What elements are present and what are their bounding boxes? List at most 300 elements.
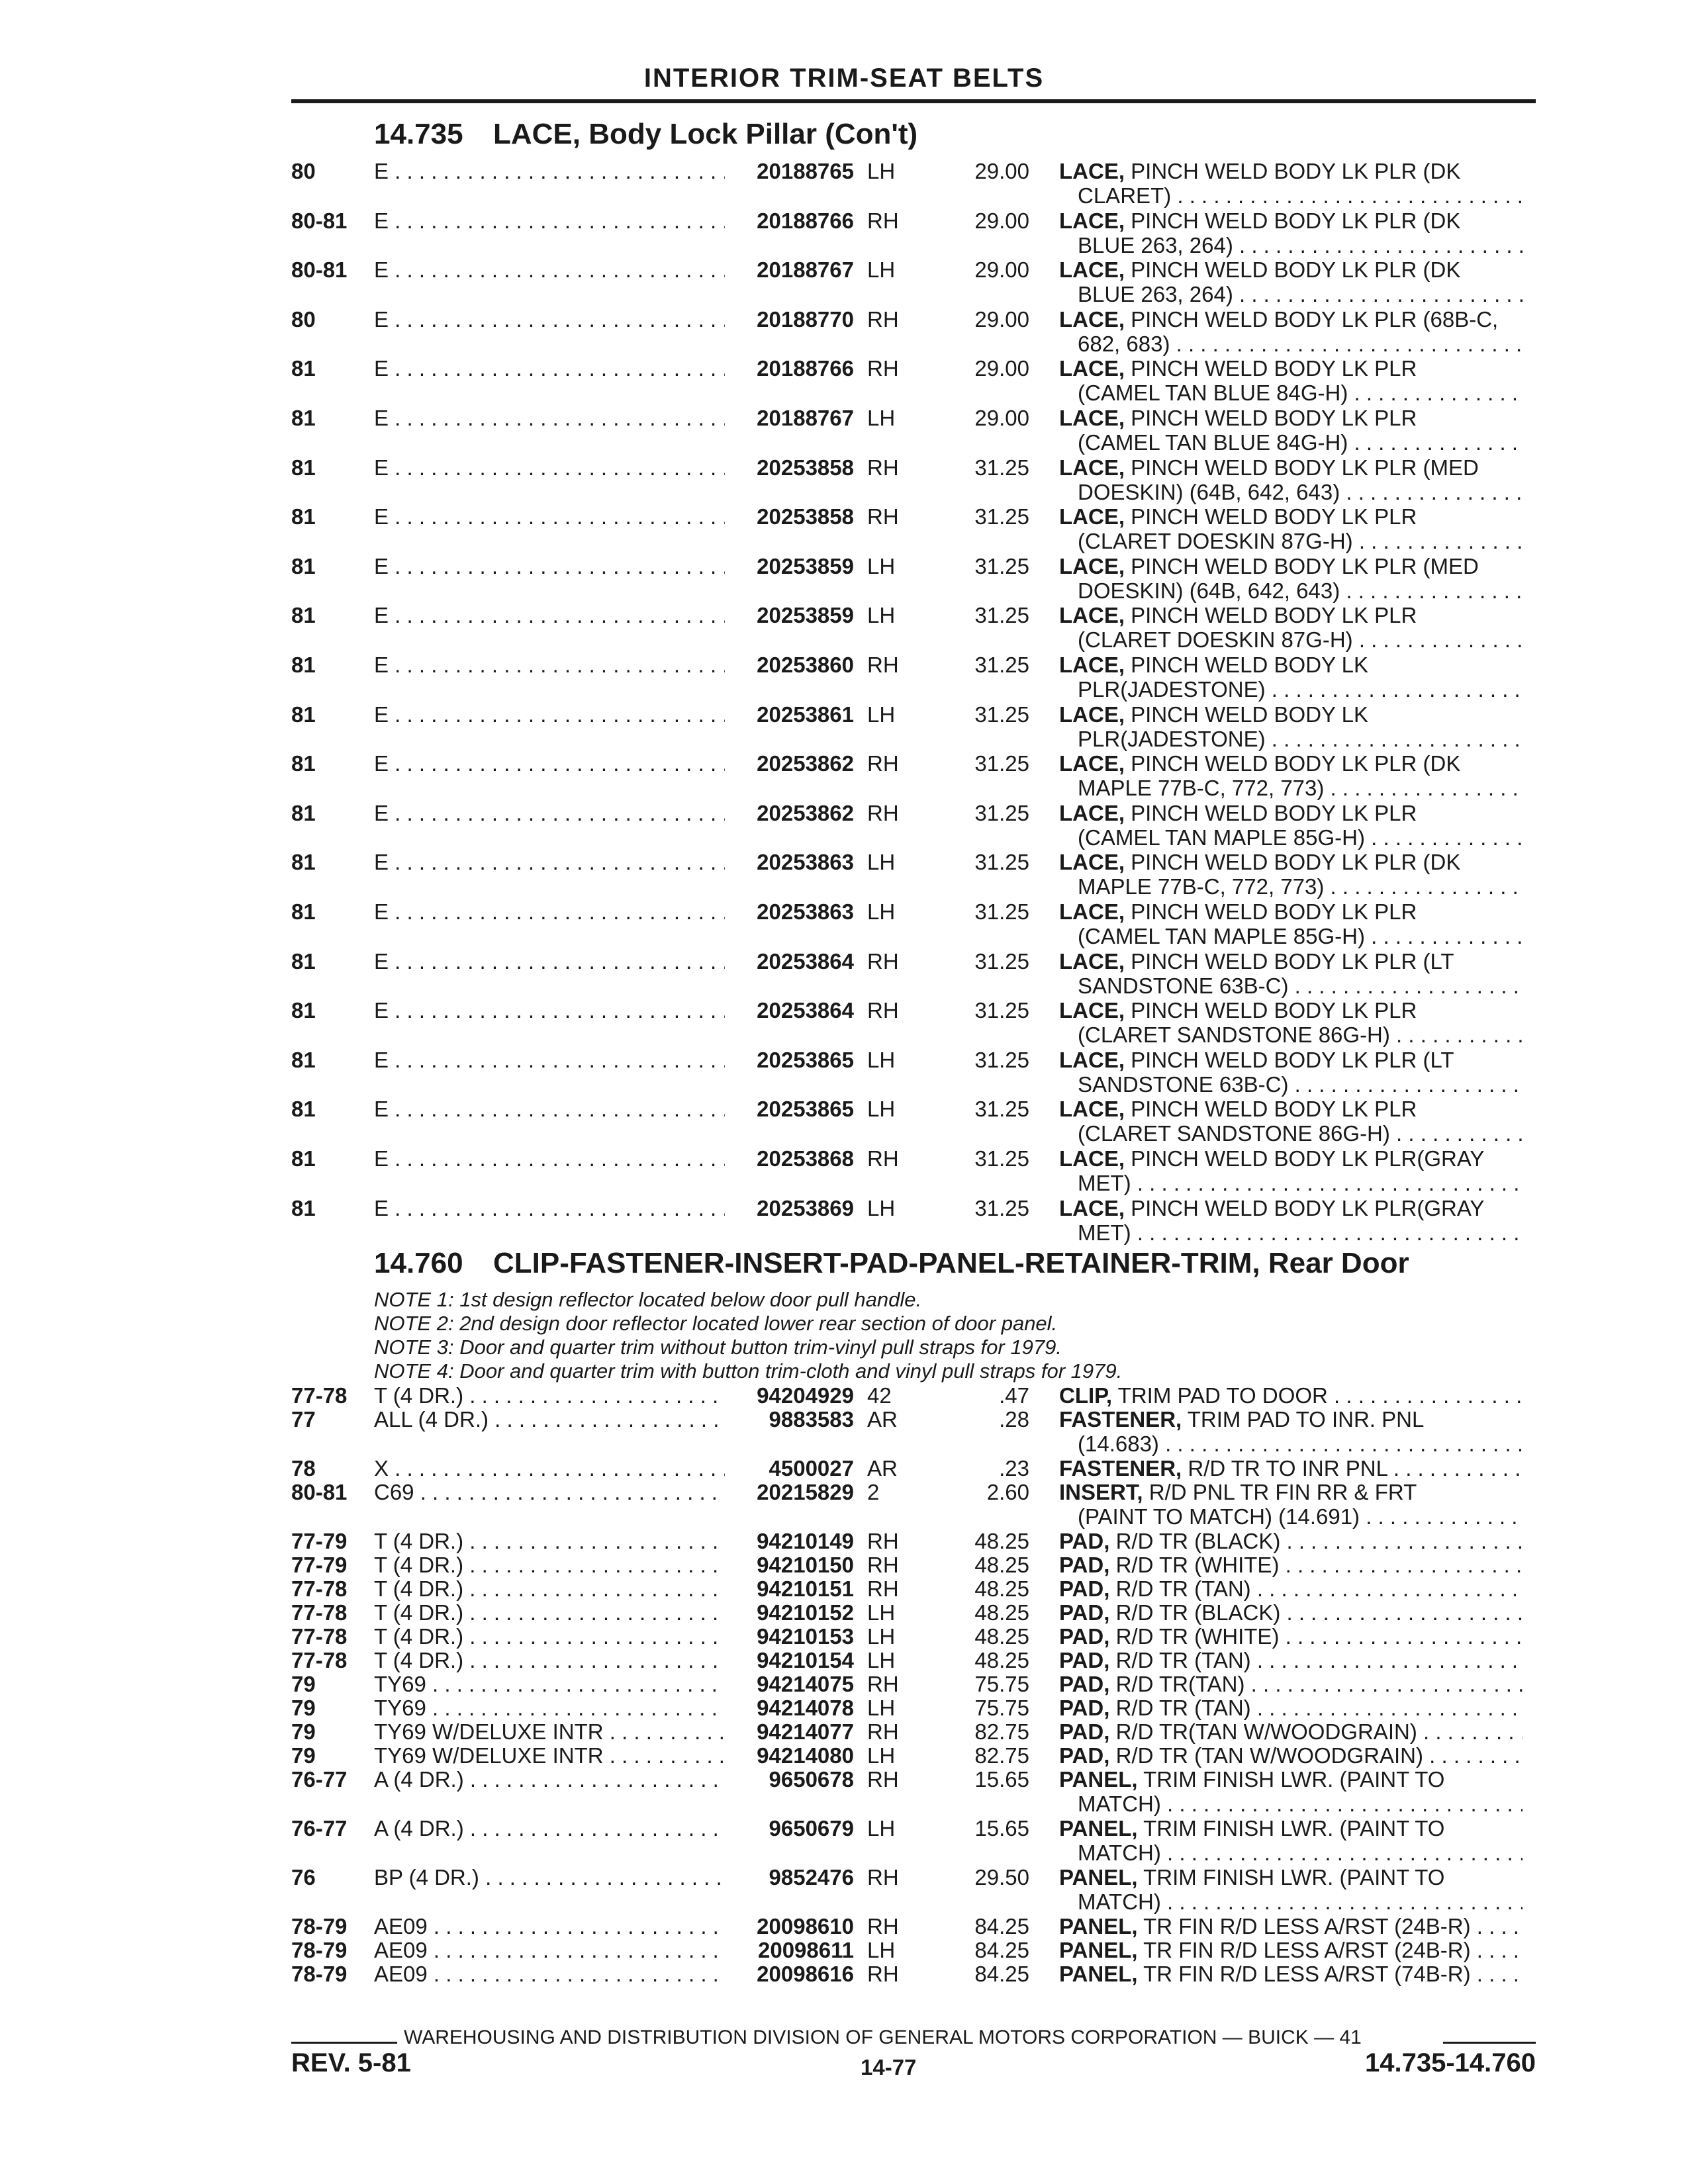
quantity-cell: LH	[867, 1195, 896, 1220]
description-cell	[1059, 307, 1523, 356]
year-cell: 81	[291, 850, 316, 875]
price-cell: 48.25	[974, 1576, 1029, 1601]
part-number-cell: 20253859	[757, 553, 854, 578]
description-cell	[1059, 1407, 1523, 1456]
description-text: PINCH WELD BODY LK PLR (68B-C,	[1125, 306, 1499, 332]
description-text: R/D TR (TAN W/WOODGRAIN)	[1109, 1743, 1423, 1768]
description-line-2: MATCH) . . .	[1059, 1841, 1523, 1865]
description-line-2: (CAMEL TAN BLUE 84G-H) . . .	[1059, 430, 1523, 455]
year-cell: 81	[291, 1097, 316, 1122]
year-cell: 81	[291, 1146, 316, 1171]
footer-rule-left	[291, 2042, 397, 2044]
quantity-cell: RH	[867, 208, 899, 233]
model-cell: AE09 . . .	[374, 1962, 725, 1986]
part-number-cell: 20188770	[757, 306, 854, 332]
part-number-cell: 9650678	[769, 1767, 854, 1792]
price-cell: 31.25	[974, 603, 1029, 628]
quantity-cell: LH	[867, 1047, 896, 1072]
description-text: PINCH WELD BODY LK PLR (DK	[1125, 850, 1461, 875]
description-line-1	[1059, 1529, 1523, 1553]
part-number-cell: 20098616	[757, 1962, 854, 1986]
description-line-1	[1059, 653, 1523, 677]
part-number-cell: 20253860	[757, 653, 854, 677]
part-number-cell: 94210152	[757, 1600, 854, 1625]
description-keyword: LACE,	[1059, 406, 1125, 430]
description-line-2: BLUE 263, 264) . . .	[1059, 233, 1523, 257]
section-number: 14.735	[374, 118, 463, 150]
quantity-cell: LH	[867, 553, 896, 578]
quantity-cell: RH	[867, 1576, 899, 1601]
description-keyword: LACE,	[1059, 899, 1125, 924]
note-1: NOTE 1: 1st design reflector located below door pull handle.	[374, 1288, 922, 1311]
quantity-cell: RH	[867, 1914, 899, 1938]
price-cell: .47	[999, 1383, 1029, 1408]
description-keyword: LACE,	[1059, 356, 1125, 381]
description-cell	[1059, 1456, 1523, 1480]
model-cell: E . . .	[374, 998, 725, 1023]
description-text: PINCH WELD BODY LK	[1125, 653, 1368, 677]
description-line-1	[1059, 307, 1523, 332]
quantity-cell: RH	[867, 1553, 899, 1577]
model-cell: E . . .	[374, 702, 725, 727]
year-cell: 78-79	[291, 1962, 348, 1986]
description-line-1	[1059, 1097, 1523, 1121]
part-number-cell: 94210150	[757, 1553, 854, 1577]
quantity-cell: LH	[867, 1696, 896, 1720]
description-cell	[1059, 1767, 1523, 1816]
description-line-1	[1059, 356, 1523, 381]
description-cell	[1059, 455, 1523, 504]
part-number-cell: 20253858	[757, 455, 854, 480]
description-keyword: PAD,	[1059, 1624, 1110, 1649]
description-line-1	[1059, 1672, 1523, 1696]
description-cell	[1059, 159, 1523, 208]
description-cell	[1059, 1672, 1523, 1696]
description-line-1	[1059, 1480, 1523, 1504]
quantity-cell: LH	[867, 406, 896, 430]
part-number-cell: 94210149	[757, 1529, 854, 1553]
revision-label: REV. 5-81	[291, 2048, 411, 2077]
description-keyword: LACE,	[1059, 1047, 1125, 1072]
description-line-2: (CLARET DOESKIN 87G-H) . . .	[1059, 529, 1523, 553]
description-keyword: LACE,	[1059, 603, 1125, 628]
year-cell: 81	[291, 702, 316, 727]
description-keyword: FASTENER,	[1059, 1407, 1182, 1432]
model-cell: E . . .	[374, 1048, 725, 1072]
price-cell: 31.25	[974, 899, 1029, 924]
description-keyword: LACE,	[1059, 504, 1125, 529]
price-cell: 31.25	[974, 1047, 1029, 1072]
model-cell: BP (4 DR.) . . .	[374, 1865, 725, 1889]
description-line-1	[1059, 801, 1523, 825]
description-text: PINCH WELD BODY LK PLR (DK	[1125, 257, 1461, 283]
description-keyword: LACE,	[1059, 653, 1125, 677]
description-text: R/D TR (WHITE)	[1109, 1553, 1280, 1577]
description-keyword: PAD,	[1059, 1672, 1110, 1696]
quantity-cell: RH	[867, 800, 899, 825]
description-text: PINCH WELD BODY LK PLR (MED	[1125, 553, 1479, 578]
part-number-cell: 94210151	[757, 1576, 854, 1601]
part-number-cell: 20253869	[757, 1195, 854, 1220]
model-cell: E . . .	[374, 406, 725, 430]
part-number-cell: 4500027	[769, 1456, 854, 1480]
model-cell: E . . .	[374, 208, 725, 233]
price-cell: 48.25	[974, 1529, 1029, 1553]
price-cell: 84.25	[974, 1962, 1029, 1986]
description-keyword: LACE,	[1059, 702, 1125, 727]
description-text: TRIM PAD TO DOOR	[1112, 1383, 1328, 1408]
quantity-cell: LH	[867, 257, 896, 283]
description-text: PINCH WELD BODY LK PLR(GRAY	[1125, 1195, 1485, 1220]
year-cell: 76	[291, 1865, 316, 1889]
year-cell: 79	[291, 1672, 316, 1696]
price-cell: 31.25	[974, 1195, 1029, 1220]
part-number-cell: 20253865	[757, 1097, 854, 1122]
year-cell: 81	[291, 553, 316, 578]
quantity-cell: LH	[867, 850, 896, 875]
description-text: R/D TR(TAN W/WOODGRAIN)	[1109, 1719, 1417, 1744]
description-line-1	[1059, 1914, 1523, 1938]
description-line-2: (CAMEL TAN MAPLE 85G-H) . . .	[1059, 924, 1523, 948]
price-cell: 29.50	[974, 1865, 1029, 1889]
price-cell: 29.00	[974, 159, 1029, 183]
year-cell: 81	[291, 800, 316, 825]
description-keyword: PANEL,	[1059, 1865, 1138, 1889]
description-cell	[1059, 1529, 1523, 1553]
description-line-2: DOESKIN) (64B, 642, 643) . . .	[1059, 578, 1523, 603]
year-cell: 81	[291, 1047, 316, 1072]
price-cell: 31.25	[974, 998, 1029, 1023]
description-keyword: PAD,	[1059, 1576, 1110, 1601]
model-cell: E . . .	[374, 751, 725, 776]
description-cell	[1059, 653, 1523, 702]
description-line-1	[1059, 1865, 1523, 1889]
quantity-cell: LH	[867, 1816, 896, 1841]
quantity-cell: RH	[867, 1865, 899, 1889]
description-keyword: FASTENER,	[1059, 1456, 1182, 1480]
price-cell: .28	[999, 1407, 1029, 1432]
description-line-2: (CAMEL TAN MAPLE 85G-H) . . .	[1059, 825, 1523, 850]
year-cell: 81	[291, 998, 316, 1023]
model-cell: T (4 DR.) . . .	[374, 1648, 725, 1672]
description-line-1	[1059, 1816, 1523, 1841]
description-text: R/D TR (TAN)	[1109, 1696, 1251, 1720]
note-3: NOTE 3: Door and quarter trim without button trim-vinyl pull straps for 1979.	[374, 1336, 1062, 1359]
description-line-1	[1059, 1576, 1523, 1601]
description-keyword: PAD,	[1059, 1553, 1110, 1577]
part-number-cell: 9852476	[769, 1865, 854, 1889]
year-cell: 77-78	[291, 1648, 348, 1672]
year-cell: 79	[291, 1696, 316, 1720]
part-number-cell: 20098610	[757, 1914, 854, 1938]
part-number-cell: 20253862	[757, 751, 854, 776]
quantity-cell: LH	[867, 159, 896, 183]
description-cell	[1059, 1576, 1523, 1601]
quantity-cell: RH	[867, 455, 899, 480]
description-line-1	[1059, 949, 1523, 974]
model-cell: TY69 . . .	[374, 1672, 725, 1696]
price-cell: 31.25	[974, 702, 1029, 727]
description-cell	[1059, 406, 1523, 455]
model-cell: ALL (4 DR.) . . .	[374, 1407, 725, 1432]
description-line-1	[1059, 257, 1523, 282]
description-text: PINCH WELD BODY LK PLR (MED	[1125, 455, 1479, 480]
description-keyword: LACE,	[1059, 1195, 1125, 1220]
description-line-1	[1059, 406, 1523, 430]
price-cell: 31.25	[974, 751, 1029, 776]
model-cell: A (4 DR.) . . .	[374, 1767, 725, 1792]
description-line-1	[1059, 1938, 1523, 1962]
model-cell: T (4 DR.) . . .	[374, 1383, 725, 1408]
quantity-cell: LH	[867, 702, 896, 727]
description-cell	[1059, 1097, 1523, 1146]
description-cell	[1059, 1480, 1523, 1529]
description-text: PINCH WELD BODY LK PLR (DK	[1125, 208, 1461, 233]
part-number-cell: 94214078	[757, 1696, 854, 1720]
quantity-cell: RH	[867, 504, 899, 529]
model-cell: E . . .	[374, 356, 725, 381]
model-cell: E . . .	[374, 455, 725, 480]
year-cell: 81	[291, 751, 316, 776]
description-keyword: PANEL,	[1059, 1938, 1138, 1962]
price-cell: 48.25	[974, 1600, 1029, 1625]
description-cell	[1059, 1743, 1523, 1768]
price-cell: 31.25	[974, 653, 1029, 677]
description-text: R/D TR (WHITE)	[1109, 1624, 1280, 1649]
description-keyword: PAD,	[1059, 1719, 1110, 1744]
description-keyword: PAD,	[1059, 1529, 1110, 1553]
description-cell	[1059, 899, 1523, 948]
model-cell: A (4 DR.) . . .	[374, 1816, 725, 1841]
description-line-1	[1059, 1553, 1523, 1577]
model-cell: E . . .	[374, 257, 725, 282]
description-line-2: DOESKIN) (64B, 642, 643) . . .	[1059, 480, 1523, 504]
quantity-cell: RH	[867, 948, 899, 974]
price-cell: 31.25	[974, 850, 1029, 875]
model-cell: TY69 W/DELUXE INTR . . .	[374, 1743, 725, 1768]
description-keyword: INSERT,	[1059, 1480, 1143, 1504]
description-keyword: LACE,	[1059, 1146, 1125, 1171]
section-title: CLIP-FASTENER-INSERT-PAD-PANEL-RETAINER-TRIM, Rear Door	[493, 1247, 1409, 1279]
description-text: TRIM FINISH LWR. (PAINT TO	[1137, 1767, 1445, 1792]
description-cell	[1059, 1048, 1523, 1097]
description-line-1	[1059, 850, 1523, 874]
part-number-cell: 94204929	[757, 1383, 854, 1408]
price-cell: 31.25	[974, 1146, 1029, 1171]
description-text: TR FIN R/D LESS A/RST (24B-R)	[1137, 1914, 1471, 1938]
quantity-cell: LH	[867, 1938, 896, 1962]
part-number-cell: 9883583	[769, 1407, 854, 1432]
description-cell	[1059, 1816, 1523, 1865]
price-cell: .23	[999, 1456, 1029, 1480]
part-number-cell: 20188766	[757, 356, 854, 381]
model-cell: C69 . . .	[374, 1480, 725, 1504]
section-number: 14.760	[374, 1247, 463, 1279]
model-cell: E . . .	[374, 1146, 725, 1171]
model-cell: AE09 . . .	[374, 1914, 725, 1938]
description-text: R/D TR (TAN)	[1109, 1648, 1251, 1672]
notes-block	[374, 1288, 1122, 1383]
description-line-2: (CAMEL TAN BLUE 84G-H) . . .	[1059, 381, 1523, 405]
quantity-cell: RH	[867, 1767, 899, 1792]
year-cell: 81	[291, 504, 316, 529]
description-line-1	[1059, 1600, 1523, 1625]
price-cell: 31.25	[974, 800, 1029, 825]
description-line-1	[1059, 1456, 1523, 1480]
price-cell: 31.25	[974, 455, 1029, 480]
description-keyword: LACE,	[1059, 159, 1125, 183]
description-text: TRIM PAD TO INR. PNL	[1182, 1407, 1425, 1432]
description-cell	[1059, 208, 1523, 257]
quantity-cell: RH	[867, 1529, 899, 1553]
model-cell: E . . .	[374, 801, 725, 825]
description-keyword: LACE,	[1059, 1097, 1125, 1122]
year-cell: 80	[291, 159, 316, 183]
note-2: NOTE 2: 2nd design door reflector located lower rear section of door panel.	[374, 1312, 1058, 1335]
description-cell	[1059, 554, 1523, 603]
year-cell: 78	[291, 1456, 316, 1480]
description-line-1	[1059, 1146, 1523, 1171]
part-number-cell: 20253868	[757, 1146, 854, 1171]
description-text: PINCH WELD BODY LK PLR	[1125, 998, 1417, 1023]
description-line-1	[1059, 1624, 1523, 1649]
part-number-cell: 20253864	[757, 948, 854, 974]
description-keyword: LACE,	[1059, 306, 1125, 332]
price-cell: 2.60	[986, 1480, 1029, 1504]
quantity-cell: RH	[867, 1146, 899, 1171]
description-text: PINCH WELD BODY LK PLR (DK	[1125, 159, 1461, 183]
description-text: PINCH WELD BODY LK PLR (LT	[1125, 948, 1454, 974]
footer-rule-right	[1443, 2042, 1536, 2044]
header-rule	[291, 99, 1536, 103]
description-text: R/D TR (BLACK)	[1109, 1600, 1281, 1625]
model-cell: T (4 DR.) . . .	[374, 1553, 725, 1577]
part-number-cell: 94214077	[757, 1719, 854, 1744]
description-line-1	[1059, 603, 1523, 627]
description-text: PINCH WELD BODY LK PLR(GRAY	[1125, 1146, 1485, 1171]
description-text: R/D TR(TAN)	[1109, 1672, 1245, 1696]
quantity-cell: RH	[867, 751, 899, 776]
description-line-1	[1059, 1048, 1523, 1072]
part-number-cell: 20188767	[757, 257, 854, 283]
quantity-cell: AR	[867, 1407, 898, 1432]
price-cell: 75.75	[974, 1696, 1029, 1720]
price-cell: 29.00	[974, 356, 1029, 381]
description-line-2: (CLARET DOESKIN 87G-H) . . .	[1059, 627, 1523, 652]
part-number-cell: 94210153	[757, 1624, 854, 1649]
model-cell: T (4 DR.) . . .	[374, 1624, 725, 1649]
description-cell	[1059, 1624, 1523, 1649]
year-cell: 77-79	[291, 1529, 348, 1553]
description-keyword: PANEL,	[1059, 1816, 1138, 1841]
part-number-cell: 20253862	[757, 800, 854, 825]
part-number-cell: 20253861	[757, 702, 854, 727]
year-cell: 81	[291, 653, 316, 677]
footer-division: WAREHOUSING AND DISTRIBUTION DIVISION OF GENERAL MOTORS CORPORATION — BUICK — 41	[404, 2026, 1362, 2048]
description-cell	[1059, 1553, 1523, 1577]
year-cell: 81	[291, 948, 316, 974]
price-cell: 29.00	[974, 406, 1029, 430]
model-cell: TY69 W/DELUXE INTR . . .	[374, 1719, 725, 1744]
price-cell: 84.25	[974, 1914, 1029, 1938]
description-line-2: MET) . . .	[1059, 1171, 1523, 1195]
model-cell: E . . .	[374, 949, 725, 974]
description-text: PINCH WELD BODY LK PLR	[1125, 406, 1417, 430]
quantity-cell: LH	[867, 1743, 896, 1768]
description-keyword: LACE,	[1059, 553, 1125, 578]
page-number: 14-77	[861, 2055, 917, 2079]
price-cell: 31.25	[974, 948, 1029, 974]
part-number-cell: 20215829	[757, 1480, 854, 1504]
model-cell: AE09 . . .	[374, 1938, 725, 1962]
year-cell: 78-79	[291, 1914, 348, 1938]
quantity-cell: RH	[867, 1672, 899, 1696]
description-line-1	[1059, 504, 1523, 529]
description-line-2: (CLARET SANDSTONE 86G-H) . . .	[1059, 1121, 1523, 1146]
model-cell: E . . .	[374, 159, 725, 183]
description-keyword: PAD,	[1059, 1696, 1110, 1720]
year-cell: 81	[291, 899, 316, 924]
description-text: PINCH WELD BODY LK PLR	[1125, 504, 1417, 529]
description-line-2: MATCH) . . .	[1059, 1792, 1523, 1816]
model-cell: E . . .	[374, 307, 725, 332]
description-keyword: PANEL,	[1059, 1767, 1138, 1792]
description-cell	[1059, 1962, 1523, 1986]
price-cell: 15.65	[974, 1816, 1029, 1841]
description-line-2: MET) . . .	[1059, 1220, 1523, 1245]
description-cell	[1059, 801, 1523, 850]
description-line-2: BLUE 263, 264) . . .	[1059, 282, 1523, 306]
price-cell: 31.25	[974, 1097, 1029, 1122]
description-line-1	[1059, 1767, 1523, 1792]
description-cell	[1059, 1914, 1523, 1938]
quantity-cell: RH	[867, 998, 899, 1023]
description-keyword: LACE,	[1059, 257, 1125, 283]
description-keyword: PANEL,	[1059, 1914, 1138, 1938]
year-cell: 77	[291, 1407, 316, 1432]
description-text: PINCH WELD BODY LK	[1125, 702, 1368, 727]
year-cell: 81	[291, 455, 316, 480]
part-number-cell: 20188765	[757, 159, 854, 183]
model-cell: E . . .	[374, 653, 725, 677]
description-text: R/D TR (BLACK)	[1109, 1529, 1281, 1553]
description-line-2: MAPLE 77B-C, 772, 773) . . .	[1059, 874, 1523, 899]
model-cell: X . . .	[374, 1456, 725, 1480]
quantity-cell: RH	[867, 1719, 899, 1744]
price-cell: 31.25	[974, 504, 1029, 529]
quantity-cell: LH	[867, 1648, 896, 1672]
page-title: INTERIOR TRIM-SEAT BELTS	[643, 64, 1045, 93]
year-cell: 77-78	[291, 1383, 348, 1408]
description-line-1	[1059, 208, 1523, 233]
description-cell	[1059, 257, 1523, 306]
year-cell: 76-77	[291, 1816, 348, 1841]
part-number-cell: 20253863	[757, 899, 854, 924]
description-text: R/D PNL TR FIN RR & FRT	[1143, 1480, 1417, 1504]
description-text: PINCH WELD BODY LK PLR	[1125, 1097, 1417, 1122]
description-line-2: MAPLE 77B-C, 772, 773) . . .	[1059, 776, 1523, 800]
description-line-1	[1059, 1407, 1523, 1432]
description-text: PINCH WELD BODY LK PLR	[1125, 356, 1417, 381]
year-cell: 76-77	[291, 1767, 348, 1792]
model-cell: E . . .	[374, 899, 725, 924]
year-cell: 80-81	[291, 208, 348, 233]
description-text: TRIM FINISH LWR. (PAINT TO	[1137, 1816, 1445, 1841]
description-line-2: PLR(JADESTONE) . . .	[1059, 727, 1523, 751]
description-line-1	[1059, 1962, 1523, 1986]
price-cell: 48.25	[974, 1648, 1029, 1672]
description-keyword: PAD,	[1059, 1743, 1110, 1768]
